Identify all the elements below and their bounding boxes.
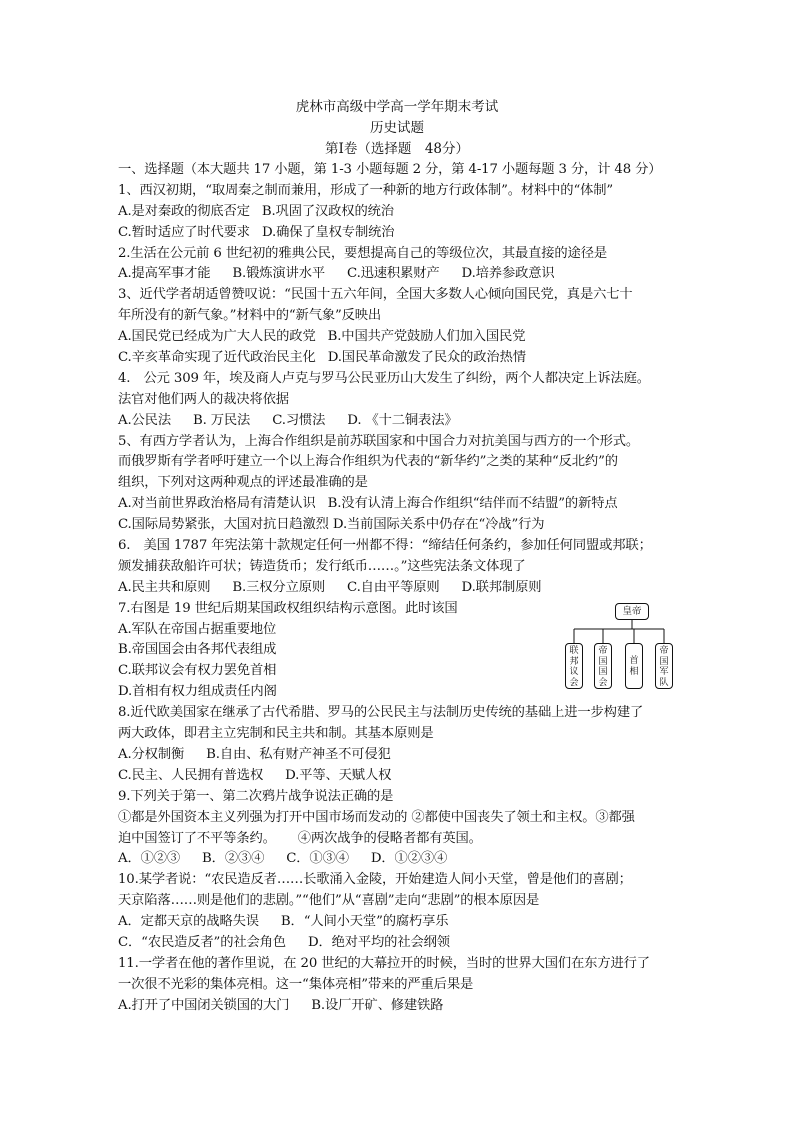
q4-option-d: D. 《十二铜表法》	[347, 412, 458, 428]
q2-stem: 2.生活在公元前 6 世纪初的雅典公民，要想提高自己的等级位次，其最直接的途径是	[118, 245, 607, 261]
q8-option-b: B.自由、私有财产神圣不可侵犯	[206, 746, 391, 762]
q6-stem-line1: 6. 美国 1787 年宪法第十款规定任何一州都不得：“缔结任何条约，参加任何同盟或邦联；	[118, 538, 652, 554]
q9-stem: 9.下列关于第一、第二次鸦片战争说法正确的是	[118, 788, 394, 804]
question-list	[118, 160, 678, 1017]
q3-option-c: C.辛亥革命实现了近代政治民主化	[118, 350, 316, 366]
q7-structure-diagram	[565, 603, 680, 693]
q6-stem-line2: 颁发捕获敌船许可状；铸造货币；发行纸币……。”这些宪法条文体现了	[118, 558, 526, 574]
q10-option-c: C．“农民造反者”的社会角色	[118, 934, 286, 950]
q2-option-d: D.培养参政意识	[461, 266, 555, 282]
q5-option-d: D.当前国际关系中仍存在“冷战”行为	[332, 517, 545, 533]
q10-stem-line2: 天京陷落……则是他们的悲剧。”“他们”从“喜剧”走向“悲剧”的根本原因是	[118, 893, 540, 909]
q5-option-c: C.国际局势紧张，大国对抗日趋激烈	[118, 517, 329, 533]
q8-option-c: C.民主、人民拥有普选权	[118, 767, 264, 783]
q5-options-row1	[118, 494, 678, 515]
section-instructions: 一、选择题（本大题共 17 小题，第 1-3 小题每题 2 分，第 4-17 小题每题 3 分，计 48 分）	[118, 162, 662, 177]
q1-option-d: D.确保了皇权专制统治	[261, 224, 395, 240]
q9-statement-1: ①都是外国资本主义列强为打开中国市场而发动的	[118, 809, 408, 825]
q3-stem-line2: 年所没有的新气象。”材料中的“新气象”反映出	[118, 308, 382, 324]
q11-option-b: B.设厂开矿、修建铁路	[311, 997, 444, 1013]
q1-options-row2	[118, 223, 678, 244]
q10-option-d: D．绝对平均的社会纲领	[307, 934, 450, 950]
q1-stem: 1、西汉初期，“取周秦之制而兼用，形成了一种新的地方行政体制”。材料中的“体制”	[118, 182, 614, 198]
q3-option-d: D.国民革命激发了民众的政治热情	[327, 350, 526, 366]
q1-options-row1	[118, 202, 678, 223]
q11-option-a: A.打开了中国闭关锁国的大门	[118, 997, 290, 1013]
q1-option-c: C.暂时适应了时代要求	[118, 224, 250, 240]
q1-option-a: A.是对秦政的彻底否定	[118, 203, 250, 219]
q5-option-b: B.没有认清上海合作组织“结伴而不结盟”的新特点	[327, 496, 618, 512]
q4-option-c: C.习惯法	[272, 412, 326, 428]
q6-options	[118, 578, 678, 599]
q5-option-a: A.对当前世界政治格局有清楚认识	[118, 496, 316, 512]
q8-option-d: D.平等、天赋人权	[285, 767, 392, 783]
q9-options	[118, 849, 678, 870]
q9-statements-line2	[118, 829, 678, 850]
q9-statement-2: ②都使中国丧失了领土和主权。③都强	[411, 809, 635, 825]
q6-option-b: B.三权分立原则	[232, 579, 326, 595]
q10-option-a: A．定都天京的战略失误	[118, 914, 259, 930]
q1-option-b: B.巩固了汉政权的统治	[261, 203, 394, 219]
q4-option-b: B. 万民法	[192, 412, 251, 428]
diagram-imperial-army-box: 帝国军队	[655, 643, 673, 689]
q9-option-d: D．①②③④	[370, 851, 448, 867]
diagram-chancellor-box: 首相	[625, 643, 643, 689]
exam-title: 虎林市高级中学高一学年期末考试	[295, 99, 499, 115]
q9-option-a: A．①②③	[118, 851, 181, 867]
diagram-emperor-box: 皇帝	[615, 603, 649, 620]
q2-option-c: C.迅速积累财产	[347, 266, 440, 282]
q4-option-a: A.公民法	[118, 412, 171, 428]
diagram-federal-council-box: 联邦议会	[565, 643, 583, 689]
q8-options-row1	[118, 745, 678, 766]
q5-options-row2	[118, 515, 678, 536]
q6-option-a: A.民主共和原则	[118, 579, 211, 595]
q6-option-c: C.自由平等原则	[347, 579, 440, 595]
exam-part-title: 第Ⅰ卷（选择题 48分）	[324, 141, 469, 157]
q9-option-b: B．②③④	[202, 851, 265, 867]
q11-stem-line1: 11.一学者在他的著作里说，在 20 世纪的大幕拉开的时候，当时的世界大国们在东方进行了	[118, 955, 650, 971]
q8-options-row2	[118, 766, 678, 787]
q10-options-row1	[118, 912, 678, 933]
q5-stem-line3: 组织，下列对这两种观点的评述最准确的是	[118, 475, 368, 491]
diagram-reichstag-box: 帝国国会	[594, 643, 612, 689]
q7-option-b: B.帝国国会由各邦代表组成	[118, 642, 277, 658]
q10-stem-line1: 10.某学者说：“农民造反者……长歌涌入金陵，开始建造人间小天堂，曾是他们的喜剧；	[118, 872, 632, 888]
q10-options-row2	[118, 933, 678, 954]
q7-option-d: D.首相有权力组成责任内阁	[118, 684, 277, 700]
q2-option-a: A.提高军事才能	[118, 266, 211, 282]
q9-option-c: C．①③④	[286, 851, 349, 867]
q9-statement-4: ④两次战争的侵略者都有英国。	[297, 830, 482, 846]
q3-option-a: A.国民党已经成为广大人民的政党	[118, 329, 316, 345]
q7-option-c: C.联邦议会有权力罢免首相	[118, 663, 277, 679]
q5-stem-line2: 而俄罗斯有学者呼吁建立一个以上海合作组织为代表的“新华约”之类的某种“反北约”的	[118, 454, 618, 470]
q3-option-b: B.中国共产党鼓励人们加入国民党	[327, 329, 526, 345]
exam-header	[0, 97, 794, 160]
q3-stem-line1: 3、近代学者胡适曾赞叹说：“民国十五六年间，全国大多数人心倾向国民党，真是六七十	[118, 287, 633, 303]
q4-stem-line2: 法官对他们两人的裁决将依据	[118, 391, 289, 407]
q8-stem-line2: 两大政体，即君主立宪制和民主共和制。其基本原则是	[118, 726, 434, 742]
q10-option-b: B．“人间小天堂”的腐朽享乐	[280, 914, 449, 930]
q9-statement-3: 迫中国签订了不平等条约。	[118, 830, 276, 846]
exam-subject: 历史试题	[370, 120, 424, 136]
q7-option-a: A.军队在帝国占据重要地位	[118, 621, 277, 637]
q2-option-b: B.锻炼演讲水平	[232, 266, 326, 282]
q4-stem-line1: 4. 公元 309 年，埃及商人卢克与罗马公民亚历山大发生了纠纷，两个人都决定上诉法庭。	[118, 370, 650, 386]
q5-stem-line1: 5、有西方学者认为，上海合作组织是前苏联国家和中国合力对抗美国与西方的一个形式。	[118, 433, 640, 449]
q6-option-d: D.联邦制原则	[461, 579, 542, 595]
q4-options	[118, 411, 678, 432]
q3-options-row2	[118, 348, 678, 369]
q2-options	[118, 264, 678, 285]
q8-stem-line1: 8.近代欧美国家在继承了古代希腊、罗马的公民民主与法制历史传统的基础上进一步构建了	[118, 705, 644, 721]
q11-stem-line2: 一次很不光彩的集体亮相。这一“集体亮相”带来的严重后果是	[118, 976, 474, 992]
q9-statements-line1	[118, 808, 678, 829]
q8-option-a: A.分权制衡	[118, 746, 185, 762]
q3-options-row1	[118, 327, 678, 348]
q11-options-row1	[118, 996, 678, 1017]
q7-stem: 7.右图是 19 世纪后期某国政权组织结构示意图。此时该国	[118, 600, 458, 616]
